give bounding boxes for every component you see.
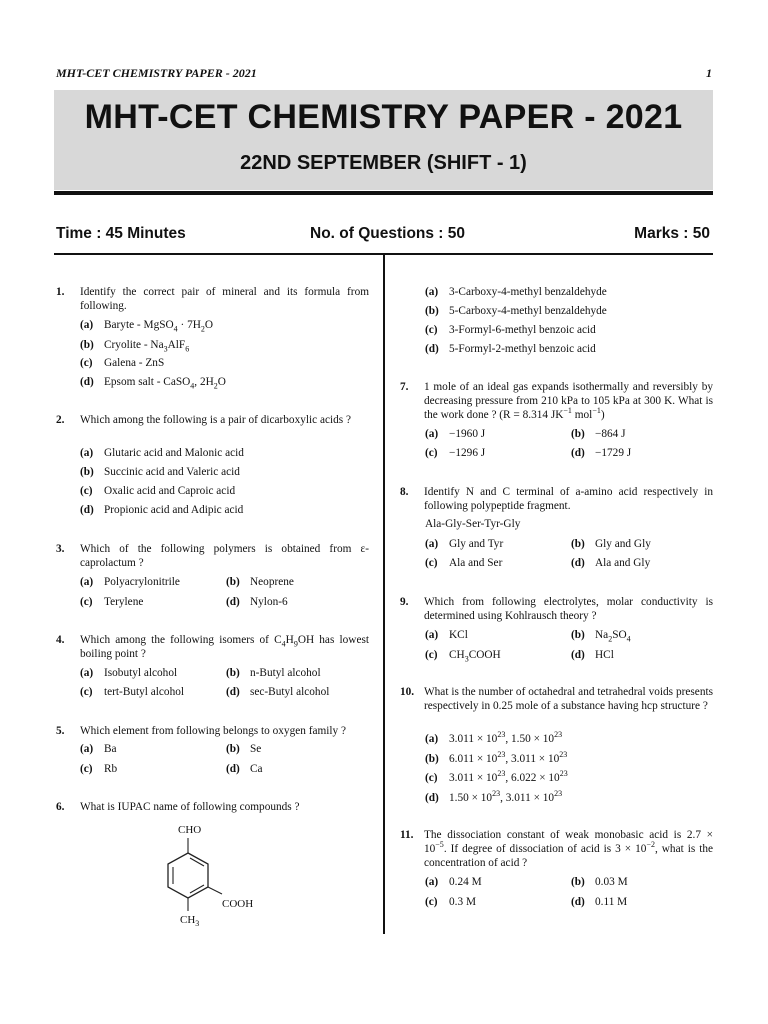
option-d[interactable]: (d) −1729 J [571, 447, 632, 459]
option-text: Epsom salt - CaSO$_4$, $2H_2O$ [104, 376, 226, 391]
option-text: $6.011 \times 10^{23}$, $3.011 \times 10^{23}$ [449, 750, 568, 765]
benzene-ring-structure [150, 822, 270, 934]
question-number: 10. [400, 686, 415, 698]
option-d[interactable]: (d) Nylon-6 [226, 596, 288, 608]
option-a[interactable]: (a) $3.011 \times 10^{23}$, $1.50 \times 10^{23}$ [425, 730, 563, 745]
option-text: $3.011 \times 10^{23}$, $6.022 \times 10^{23}$ [449, 769, 568, 784]
option-text: Glutaric acid and Malonic acid [104, 447, 244, 459]
option-text: $3.011 \times 10^{23}$, $1.50 \times 10^{23}$ [449, 730, 563, 745]
option-text: 0.24 M [449, 876, 482, 888]
option-d[interactable]: (d) Ala and Gly [571, 557, 651, 569]
question-number: 8. [400, 486, 409, 498]
ch3-group-label: $CH_3$ [180, 914, 200, 929]
option-a[interactable]: (a) −1960 J [425, 428, 486, 440]
option-text: Succinic acid and Valeric acid [104, 466, 240, 478]
option-text: 5-Carboxy-4-methyl benzaldehyde [449, 305, 607, 317]
question-text: Which element from following belongs to oxygen family ? [80, 725, 347, 737]
exam-question-count: No. of Questions : 50 [310, 225, 466, 242]
option-c[interactable]: (c) Galena - ZnS [80, 357, 165, 369]
question-number: 2. [56, 414, 65, 426]
option-text: tert-Butyl alcohol [104, 686, 184, 698]
option-text: 3-Formyl-6-methyl benzoic acid [449, 324, 596, 336]
question-number: 11. [400, 829, 414, 841]
cooh-group-label: COOH [222, 898, 254, 910]
option-a[interactable]: (a) Ba [80, 743, 117, 755]
running-header [56, 66, 712, 82]
option-d[interactable]: (d) HCl [571, 649, 614, 661]
molecule-diagram [150, 822, 270, 934]
option-a[interactable]: (a) Isobutyl alcohol [80, 667, 178, 679]
option-text: Propionic acid and Adipic acid [104, 504, 244, 516]
option-d[interactable]: (d) $1.50 \times 10^{23}$, $3.011 \times 10^{23}$ [425, 789, 563, 804]
question-text: Which among the following isomers of $C_4H_9OH$ has lowest boiling point ? [80, 634, 369, 660]
option-b[interactable]: (b) n-Butyl alcohol [226, 667, 321, 679]
question-text: Which of the following polymers is obtained from ε-caprolactum ? [80, 543, 369, 569]
question-text: 1 mole of an ideal gas expands isothermally and reversibly by decreasing pressure from 210 kPa to 105 kPa at 300 K. What is the work done ? (R = 8.314 $JK^{-1}$ mol$^{-1}$) [424, 381, 713, 421]
option-text: 3-Carboxy-4-methyl benzaldehyde [449, 286, 607, 298]
option-b[interactable]: (b) 0.03 M [571, 876, 628, 888]
question-text: Which from following electrolytes, molar conductivity is determined using Kohlrausch theory ? [424, 596, 713, 622]
question-text: Which among the following is a pair of dicarboxylic acids ? [80, 414, 352, 426]
option-text: Ala and Gly [595, 557, 651, 569]
option-b[interactable]: (b) −864 J [571, 428, 626, 440]
option-text: $CH_3COOH$ [449, 649, 501, 664]
option-text: Galena - ZnS [104, 357, 165, 369]
option-text: Oxalic acid and Caproic acid [104, 485, 236, 497]
option-text: $Na_2SO_4$ [595, 629, 631, 644]
question-text: Identify N and C terminal of a-amino acid respectively in following polypeptide fragment. [424, 486, 713, 512]
option-a[interactable]: (a) Glutaric acid and Malonic acid [80, 447, 244, 459]
option-text: Baryte - MgSO$_4$ · $7H_2O$ [104, 319, 214, 334]
question-text: What is the number of octahedral and tetrahedral voids presents respectively in 0.25 mole of a substance having hcp structure ? [424, 686, 713, 712]
option-text: 5-Formyl-2-methyl benzoic acid [449, 343, 596, 355]
option-c[interactable]: (c) 3-Formyl-6-methyl benzoic acid [425, 324, 596, 336]
cho-group-label: CHO [178, 824, 202, 836]
question-number: 9. [400, 596, 409, 608]
page-number: 1 [706, 66, 712, 80]
option-text: −1729 J [595, 447, 632, 459]
question-number: 1. [56, 286, 65, 298]
option-b[interactable]: (b) Se [226, 743, 262, 755]
banner-rule [54, 191, 713, 195]
title-banner [54, 90, 713, 190]
option-d[interactable]: (d) Propionic acid and Adipic acid [80, 504, 244, 516]
option-text: Isobutyl alcohol [104, 667, 178, 679]
option-text: Nylon-6 [250, 596, 288, 608]
option-text: Gly and Tyr [449, 538, 504, 550]
option-c[interactable]: (c) −1296 J [425, 447, 486, 459]
option-b[interactable]: (b) $Na_2SO_4$ [571, 629, 631, 644]
paper-title: MHT-CET CHEMISTRY PAPER - 2021 [84, 98, 683, 136]
option-text: KCl [449, 629, 468, 641]
polypeptide-fragment: Ala-Gly-Ser-Tyr-Gly [425, 518, 521, 530]
option-b[interactable]: (b) Neoprene [226, 576, 294, 588]
option-c[interactable]: (c) Ala and Ser [425, 557, 503, 569]
option-b[interactable]: (b) Succinic acid and Valeric acid [80, 466, 240, 478]
option-text: Ba [104, 743, 117, 755]
option-a[interactable]: (a) Polyacrylonitrile [80, 576, 180, 588]
option-d[interactable]: (d) 0.11 M [571, 896, 628, 908]
exam-meta [56, 225, 710, 245]
option-d[interactable]: (d) 5-Formyl-2-methyl benzoic acid [425, 343, 596, 355]
option-text: −1960 J [449, 428, 486, 440]
option-b[interactable]: (b) 5-Carboxy-4-methyl benzaldehyde [425, 305, 607, 317]
exam-marks: Marks : 50 [634, 225, 710, 242]
question-number: 3. [56, 543, 65, 555]
option-a[interactable]: (a) Gly and Tyr [425, 538, 504, 550]
option-text: 0.03 M [595, 876, 628, 888]
option-text: −1296 J [449, 447, 486, 459]
option-text: sec-Butyl alcohol [250, 686, 330, 698]
option-b[interactable]: (b) $6.011 \times 10^{23}$, $3.011 \times 10^{23}$ [425, 750, 568, 765]
option-text: Cryolite - $Na_3AlF_6$ [104, 339, 190, 354]
option-c[interactable]: (c) Terylene [80, 596, 144, 608]
exam-time: Time : 45 Minutes [56, 225, 186, 242]
running-title: MHT-CET CHEMISTRY PAPER - 2021 [56, 66, 257, 80]
question-number: 6. [56, 801, 65, 813]
option-d[interactable]: (d) Epsom salt - CaSO$_4$, $2H_2O$ [80, 376, 226, 391]
option-d[interactable]: (d) Ca [226, 763, 263, 775]
option-b[interactable]: (b) Gly and Gly [571, 538, 651, 550]
question-number: 5. [56, 725, 65, 737]
question-number: 4. [56, 634, 65, 646]
question-text: What is IUPAC name of following compounds ? [80, 801, 300, 813]
question-number: 7. [400, 381, 409, 393]
option-text: Terylene [104, 596, 144, 608]
option-text: Se [250, 743, 262, 755]
option-a[interactable]: (a) 3-Carboxy-4-methyl benzaldehyde [425, 286, 607, 298]
option-text: Rb [104, 763, 118, 775]
option-text: 0.3 M [449, 896, 476, 908]
option-text: $1.50 \times 10^{23}$, $3.011 \times 10^{23}$ [449, 789, 563, 804]
option-text: Gly and Gly [595, 538, 651, 550]
option-c[interactable]: (c) $3.011 \times 10^{23}$, $6.022 \times 10^{23}$ [425, 769, 568, 784]
paper-subtitle: 22ND SEPTEMBER (SHIFT - 1) [240, 152, 527, 174]
option-text: Ca [250, 763, 263, 775]
option-c[interactable]: (c) $CH_3COOH$ [425, 649, 501, 664]
option-b[interactable]: (b) Cryolite - $Na_3AlF_6$ [80, 339, 190, 354]
option-c[interactable]: (c) Rb [80, 763, 118, 775]
option-text: −864 J [595, 428, 626, 440]
option-a[interactable]: (a) KCl [425, 629, 468, 641]
option-c[interactable]: (c) 0.3 M [425, 896, 476, 908]
option-text: HCl [595, 649, 614, 661]
column-divider [383, 255, 385, 934]
question-text: The dissociation constant of weak monobasic acid is $2.7 \times 10^{-5}$. If degree of dissociation of acid is $3 \times 10^{-2}$, what is the concentration of acid ? [424, 829, 714, 869]
option-text: Neoprene [250, 576, 294, 588]
option-a[interactable]: (a) Baryte - MgSO$_4$ · $7H_2O$ [80, 319, 214, 334]
option-text: Polyacrylonitrile [104, 576, 180, 588]
option-a[interactable]: (a) 0.24 M [425, 876, 482, 888]
option-c[interactable]: (c) tert-Butyl alcohol [80, 686, 184, 698]
option-d[interactable]: (d) sec-Butyl alcohol [226, 686, 330, 698]
option-text: n-Butyl alcohol [250, 667, 321, 679]
option-c[interactable]: (c) Oxalic acid and Caproic acid [80, 485, 236, 497]
question-text: Identify the correct pair of mineral and its formula from following. [80, 286, 369, 312]
option-text: Ala and Ser [449, 557, 503, 569]
option-text: 0.11 M [595, 896, 628, 908]
